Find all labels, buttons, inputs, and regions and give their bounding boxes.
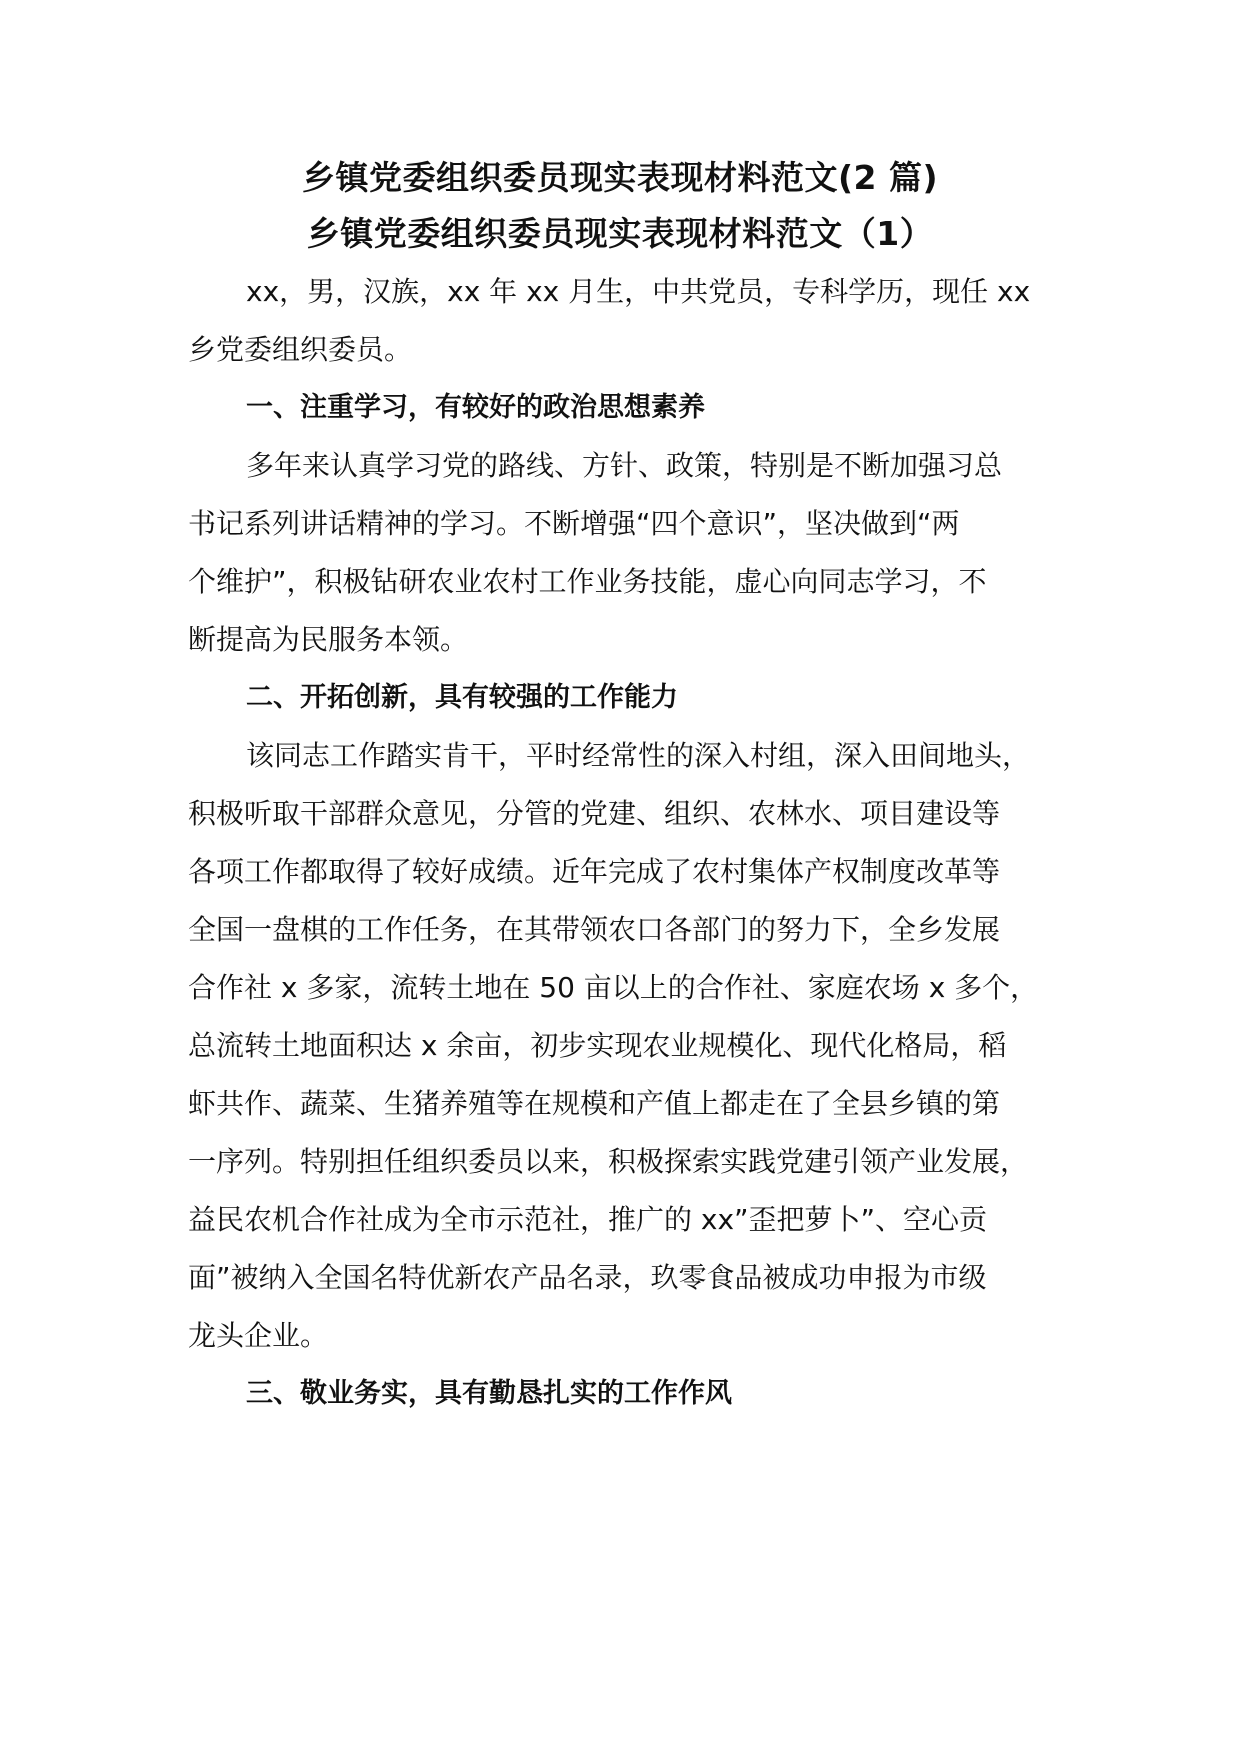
paragraph-line: 面”被纳入全国名特优新农产品名录，玖零食品被成功申报为市级 (188, 1261, 987, 1294)
paragraph-line: 乡党委组织委员。 (188, 333, 413, 366)
paragraph-line: 该同志工作踏实肯干，平时经常性的深入村组，深入田间地头， (246, 739, 1031, 772)
paragraph-line: 全国一盘棋的工作任务，在其带领农口各部门的努力下，全乡发展 (188, 913, 1001, 946)
section-heading: 一、注重学习，有较好的政治思想素养 (246, 392, 705, 423)
paragraph-line: 总流转土地面积达 x 余亩，初步实现农业规模化、现代化格局，稻 (188, 1029, 1007, 1062)
section-heading: 二、开拓创新，具有较强的工作能力 (246, 682, 678, 713)
paragraph-line: 个维护”，积极钻研农业农村工作业务技能，虚心向同志学习，不 (188, 565, 987, 598)
paragraph-line: 断提高为民服务本领。 (188, 623, 469, 656)
document-title: 乡镇党委组织委员现实表现材料范文(2 篇) (301, 158, 939, 197)
paragraph-line: xx，男，汉族，xx 年 xx 月生，中共党员，专科学历，现任 xx (246, 275, 1031, 308)
paragraph-line: 积极听取干部群众意见，分管的党建、组织、农林水、项目建设等 (188, 797, 1001, 830)
paragraph-line: 多年来认真学习党的路线、方针、政策，特别是不断加强习总 (246, 449, 1003, 482)
section-heading: 三、敬业务实，具有勤恳扎实的工作作风 (246, 1378, 732, 1409)
paragraph-line: 益民农机合作社成为全市示范社，推广的 xx”歪把萝卜”、空心贡 (188, 1203, 988, 1236)
paragraph-line: 合作社 x 多家，流转土地在 50 亩以上的合作社、家庭农场 x 多个， (188, 971, 1039, 1004)
paragraph-line: 各项工作都取得了较好成绩。近年完成了农村集体产权制度改革等 (188, 855, 1001, 888)
paragraph-line: 书记系列讲话精神的学习。不断增强“四个意识”，坚决做到“两 (188, 507, 960, 540)
document-subtitle: 乡镇党委组织委员现实表现材料范文（1） (306, 214, 934, 253)
paragraph-line: 龙头企业。 (188, 1319, 329, 1352)
paragraph-line: 一序列。特别担任组织委员以来，积极探索实践党建引领产业发展， (188, 1145, 1029, 1178)
paragraph-line: 虾共作、蔬菜、生猪养殖等在规模和产值上都走在了全县乡镇的第 (188, 1087, 1001, 1120)
